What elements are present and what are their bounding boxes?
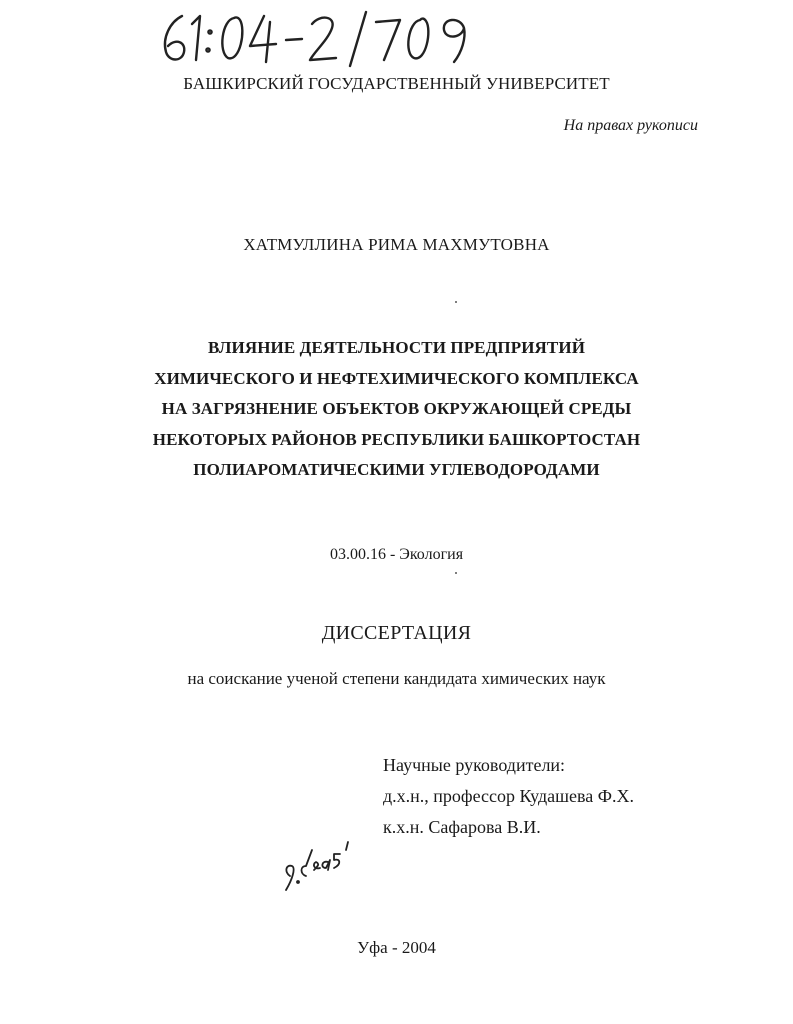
archive-stamp-handwriting	[152, 8, 492, 70]
supervisors-block	[383, 750, 723, 843]
rights-note: На правах рукописи	[563, 117, 698, 134]
title-line: ВЛИЯНИЕ ДЕЯТЕЛЬНОСТИ ПРЕДПРИЯТИЙ	[207, 338, 586, 357]
title-line: ХИМИЧЕСКОГО И НЕФТЕХИМИЧЕСКОГО КОМПЛЕКСА	[154, 368, 639, 388]
university-name: БАШКИРСКИЙ ГОСУДАРСТВЕННЫЙ УНИВЕРСИТЕТ	[183, 74, 610, 93]
archive-stamp-text: 61:04-2/709	[152, 8, 157, 9]
supervisors-heading: Научные руководители:	[383, 755, 566, 775]
supervisor-line: к.х.н. Сафарова В.И.	[383, 817, 541, 837]
scan-speck	[455, 301, 457, 303]
title-line: ПОЛИАРОМАТИЧЕСКИМИ УГЛЕВОДОРОДАМИ	[193, 460, 600, 479]
title-line: НА ЗАГРЯЗНЕНИЕ ОБЪЕКТОВ ОКРУЖАЮЩЕЙ СРЕДЫ	[161, 399, 632, 418]
dissertation-title	[0, 333, 793, 486]
degree-line: на соискание ученой степени кандидата химических наук	[187, 669, 606, 688]
document-type: ДИССЕРТАЦИЯ	[321, 622, 472, 644]
supervisor-line: д.х.н., профессор Кудашева Ф.Х.	[383, 786, 634, 806]
city-year: Уфа - 2004	[357, 938, 436, 957]
title-line: НЕКОТОРЫХ РАЙОНОВ РЕСПУБЛИКИ БАШКОРТОСТАН	[152, 429, 641, 449]
handwritten-note-signature	[278, 836, 358, 896]
archive-stamp	[152, 8, 492, 68]
handwritten-note	[278, 836, 358, 896]
scan-speck	[455, 572, 457, 574]
author-name: ХАТМУЛЛИНА РИМА МАХМУТОВНА	[243, 235, 550, 254]
specialty-code: 03.00.16 - Экология	[329, 546, 464, 563]
handwritten-note-text: 9.dea5'	[278, 836, 281, 837]
